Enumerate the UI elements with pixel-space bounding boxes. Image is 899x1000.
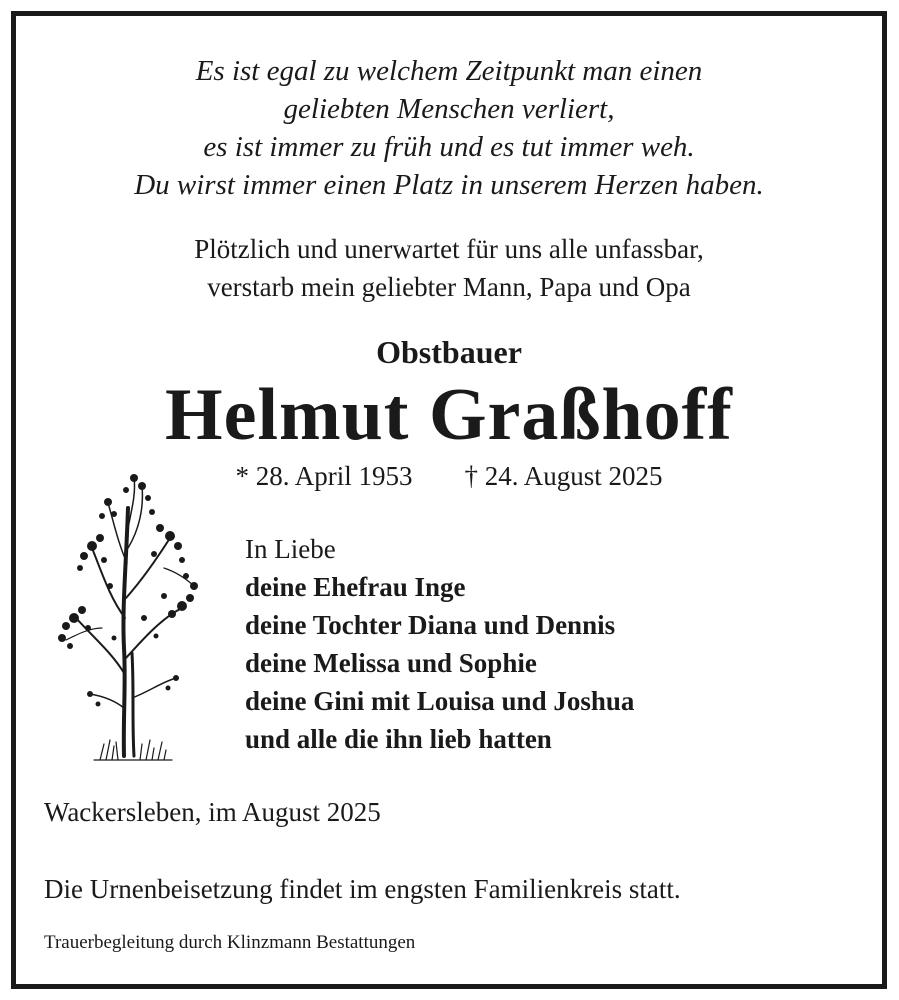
- death-announcement: [16, 230, 882, 306]
- obituary-frame: [11, 11, 887, 989]
- birth-date: * 28. April 1953: [235, 461, 413, 491]
- mourner-line: und alle die ihn lieb hatten: [245, 724, 552, 754]
- verse-line: Es ist egal zu welchem Zeitpunkt man einen: [195, 55, 703, 87]
- occupation: Obstbauer: [376, 334, 522, 370]
- verse-line: es ist immer zu früh und es tut immer weh.: [203, 131, 695, 163]
- place-and-date: Wackersleben, im August 2025: [44, 797, 381, 827]
- mourner-line: deine Tochter Diana und Dennis: [245, 610, 616, 640]
- memorial-verse: [16, 52, 882, 204]
- verse-line: Du wirst immer einen Platz in unserem Herzen haben.: [134, 169, 764, 201]
- mourner-line: deine Melissa und Sophie: [245, 648, 537, 678]
- burial-note: Die Urnenbeisetzung findet im engsten Familienkreis statt.: [44, 874, 681, 904]
- deceased-name: Helmut Graßhoff: [165, 374, 733, 456]
- announcement-line: Plötzlich und unerwartet für uns alle unfassbar,: [194, 234, 704, 264]
- mourners-opening: In Liebe: [245, 534, 336, 564]
- undertaker-credit: Trauerbegleitung durch Klinzmann Bestattungen: [44, 932, 416, 953]
- mourners-list: [245, 530, 634, 758]
- announcement-line: verstarb mein geliebter Mann, Papa und Opa: [207, 272, 691, 302]
- verse-line: geliebten Menschen verliert,: [283, 93, 615, 125]
- mourner-line: deine Gini mit Louisa und Joshua: [245, 686, 635, 716]
- tree-illustration-icon: [44, 468, 206, 764]
- death-date: † 24. August 2025: [464, 461, 663, 491]
- mourner-line: deine Ehefrau Inge: [245, 572, 466, 602]
